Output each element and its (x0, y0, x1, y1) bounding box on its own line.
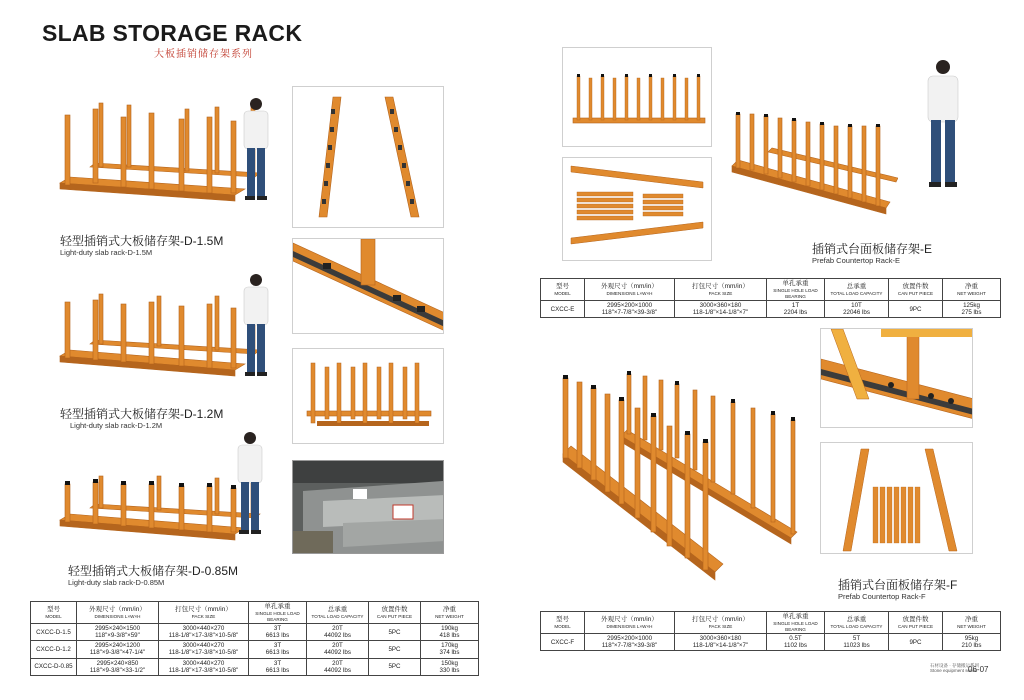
rack-e-image (728, 96, 898, 226)
rack-d085-title: 轻型插销式大板储存架-D-0.85M (68, 564, 239, 578)
rack-e-title: 插销式台面板储存架-E (812, 242, 933, 256)
table-header-row: 型号 MODEL 外观尺寸（mm/in） DIMENSIONS L×W×H 打包尺寸（mm/in） PACK SIZE 单孔承重 SINGLE HOLE LOAD BEARING 总承重 TOTAL LOAD CAPACITY 放置件数 CAN PUT PIECE 净重 NET WEIGHT (541, 279, 1001, 301)
rack-d12-title: 轻型插销式大板储存架-D-1.2M (60, 407, 224, 421)
person-scale-reference (236, 272, 276, 382)
page-title: SLAB STORAGE RACK (42, 20, 303, 46)
rack-e-small-photo (562, 47, 712, 147)
table-row: CXCC-F 2995×200×1000 118"×7-7/8"×39-3/8" 3000×360×180 118-1/8"×14-1/8"×7" 0.5T 1102 lbs 5T 11023 lbs 9PC 95kg 210 lbs (541, 634, 1001, 651)
spec-table-e (540, 278, 1001, 318)
col-dimensions: 外观尺寸（mm/in） DIMENSIONS L×W×H (77, 602, 159, 624)
person-scale-reference (230, 430, 270, 540)
rack-e-parts-photo (562, 157, 712, 261)
table-row: CXCC-D-1.5 2995×240×1500 118"×9-3/8"×59" 3000×440×270 118-1/8"×17-3/8"×10-5/8" 3T 6613 lbs 20T 44092 lbs 5PC 190kg 418 lbs (31, 624, 479, 641)
rack-d12-subtitle: Light-duty slab rack-D-1.2M (70, 421, 163, 430)
assembled-rack-photo (292, 348, 444, 444)
col-pieces: 放置件数 CAN PUT PIECE (369, 602, 421, 624)
rack-d085-subtitle: Light-duty slab rack-D-0.85M (68, 578, 165, 587)
rack-f-image (555, 368, 810, 588)
footer-note: 石材设备 · 存储搬运系列 Stone equipment series (930, 663, 979, 673)
table-row: CXCC-D-0.85 2995×240×850 118"×9-3/8"×33-1/2" 3000×440×270 118-1/8"×17-3/8"×10-5/8" 3T 6613 lbs 20T 44092 lbs 5PC 150kg 330 lbs (31, 658, 479, 675)
rail-detail-photo (292, 238, 444, 334)
base-rails-photo (292, 86, 444, 228)
rack-f-parts-photo (820, 442, 973, 554)
page-subtitle: 大板插销储存架系列 (154, 49, 253, 60)
col-pack-size: 打包尺寸（mm/in） PACK SIZE (159, 602, 249, 624)
col-model: 型号 MODEL (31, 602, 77, 624)
table-row: CXCC-E 2995×200×1000 118"×7-7/8"×39-3/8" 3000×360×180 118-1/8"×14-1/8"×7" 1T 2204 lbs 10T 22046 lbs 9PC 125kg 275 lbs (541, 301, 1001, 318)
col-total-load: 总承重 TOTAL LOAD CAPACITY (307, 602, 369, 624)
rack-d15-title: 轻型插销式大板储存架-D-1.5M (60, 234, 224, 248)
rack-f-subtitle: Prefab Countertop Rack-F (838, 592, 926, 601)
rack-f-detail-photo (820, 328, 973, 428)
col-single-hole: 单孔承重 SINGLE HOLE LOAD BEARING (249, 602, 307, 624)
spec-table-d (30, 601, 479, 676)
rack-d15-subtitle: Light-duty slab rack-D-1.5M (60, 248, 153, 257)
page-numbers: 06-07 (968, 665, 989, 674)
warehouse-photo (292, 460, 444, 554)
table-header-row: 型号 MODEL 外观尺寸（mm/in） DIMENSIONS L×W×H 打包尺寸（mm/in） PACK SIZE 单孔承重 SINGLE HOLE LOAD BEARING 总承重 TOTAL LOAD CAPACITY 放置件数 CAN PUT PIECE 净重 NET WEIGHT (541, 612, 1001, 634)
table-row: CXCC-D-1.2 2995×240×1200 118"×9-3/8"×47-1/4" 3000×440×270 118-1/8"×17-3/8"×10-5/8" 3T 6613 lbs 20T 44092 lbs 5PC 170kg 374 lbs (31, 641, 479, 658)
person-scale-reference (236, 96, 276, 206)
spec-table-f (540, 611, 1001, 651)
table-header-row (31, 602, 479, 624)
rack-e-subtitle: Prefab Countertop Rack-E (812, 256, 900, 265)
col-net-weight: 净重 NET WEIGHT (421, 602, 479, 624)
rack-f-title: 插销式台面板储存架-F (838, 578, 958, 592)
person-scale-reference (918, 58, 968, 194)
